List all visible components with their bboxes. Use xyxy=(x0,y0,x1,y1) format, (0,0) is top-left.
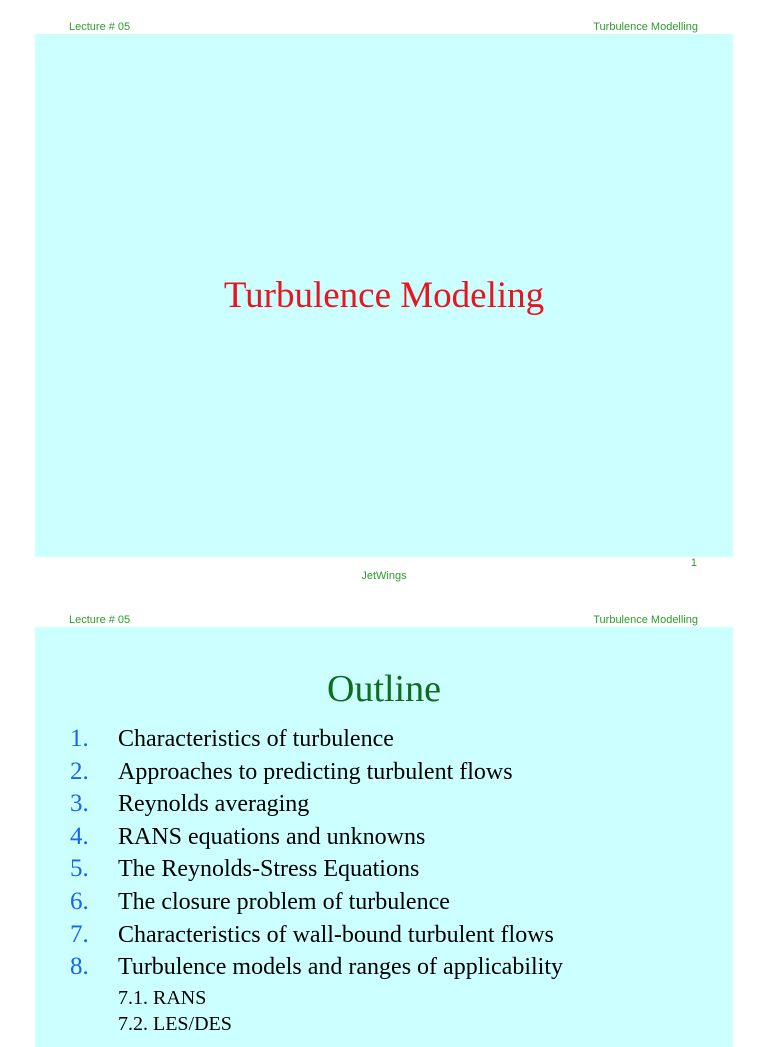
outline-item-number: 7. xyxy=(70,920,89,948)
outline-subitem: 7.1. RANS xyxy=(118,987,207,1009)
outline-item-number: 8. xyxy=(70,953,89,981)
outline-item-text: RANS equations and unknowns xyxy=(118,823,426,850)
outline-subitem: 7.2. LES/DES xyxy=(118,1013,232,1035)
outline-item-text: The closure problem of turbulence xyxy=(118,888,450,915)
outline-item-number: 2. xyxy=(70,757,89,785)
slide2-header-left: Lecture # 05 xyxy=(69,614,131,626)
slide1-page-number: 1 xyxy=(690,557,697,569)
slide1-footer: JetWings xyxy=(361,570,407,582)
slide1-title: Turbulence Modeling xyxy=(223,275,545,316)
outline-item-number: 4. xyxy=(70,822,89,850)
slide-2 xyxy=(35,627,733,1047)
slide2-title: Outline xyxy=(327,668,441,710)
outline-sublist xyxy=(118,985,232,1037)
slide1-header-left: Lecture # 05 xyxy=(69,21,131,33)
outline-item-number: 6. xyxy=(70,887,89,915)
slide-1 xyxy=(35,34,733,557)
outline-item-text: Reynolds averaging xyxy=(118,791,310,818)
slide1-header-right: Turbulence Modelling xyxy=(593,21,698,33)
outline-item-text: Characteristics of wall-bound turbulent flows xyxy=(118,921,554,948)
outline-item-text: Turbulence models and ranges of applicability xyxy=(118,954,564,981)
outline-item-text: Approaches to predicting turbulent flows xyxy=(118,758,513,785)
outline-item-text: Characteristics of turbulence xyxy=(118,726,394,752)
outline-item-number: 1. xyxy=(70,725,89,752)
outline-item-number: 3. xyxy=(70,790,89,818)
slide2-header-right: Turbulence Modelling xyxy=(593,614,698,626)
outline-item-number: 5. xyxy=(70,855,89,883)
outline-item-text: The Reynolds-Stress Equations xyxy=(118,856,420,883)
